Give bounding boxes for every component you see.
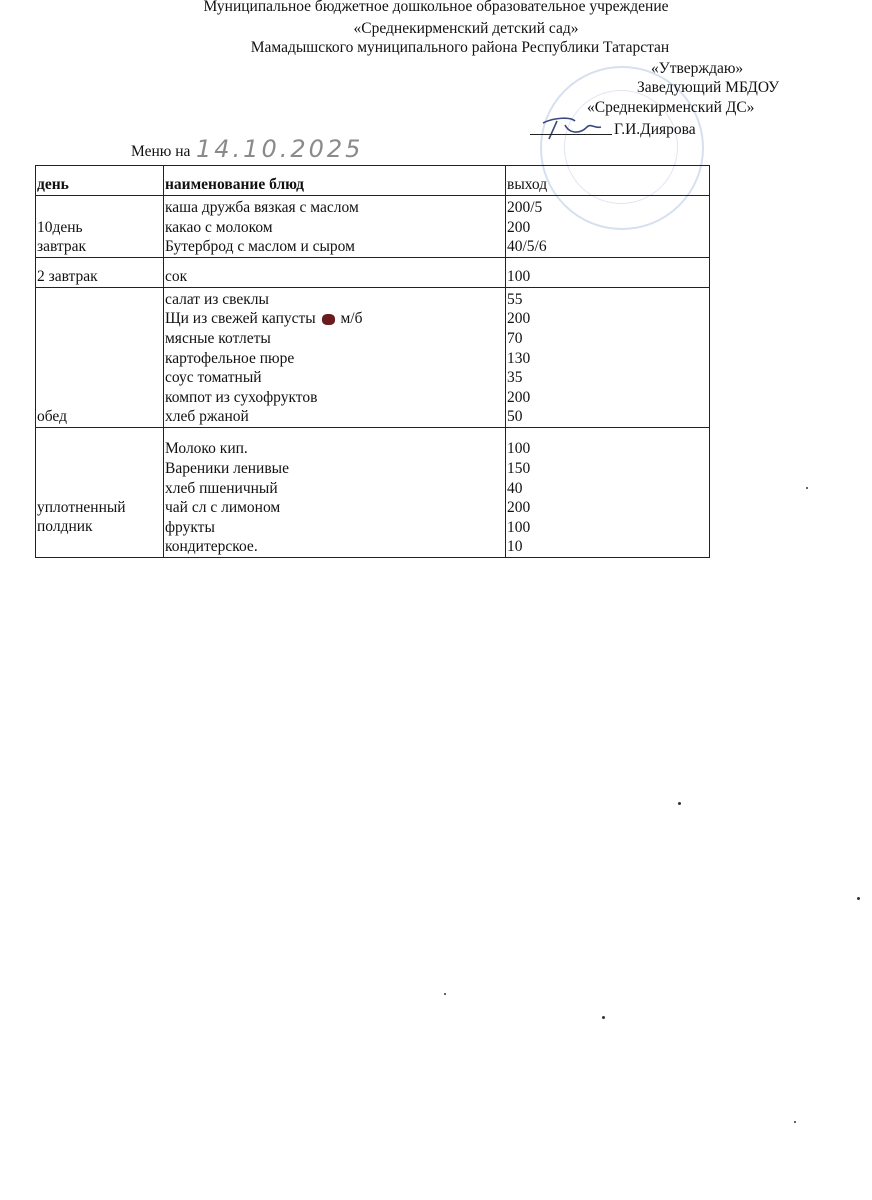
table-header-row	[36, 166, 710, 196]
scan-speck	[602, 1016, 605, 1019]
scan-speck	[444, 993, 446, 995]
yield-item: 150	[507, 460, 531, 478]
header-dishes: наименование блюд	[164, 166, 506, 196]
table-row	[36, 288, 710, 428]
org-name-line-3: Мамадышского муниципального района Республики Татарстан	[250, 39, 670, 56]
menu-date: 14.10.2025	[196, 135, 364, 163]
dish-note: м/б	[340, 310, 363, 328]
yield-item: 50	[507, 408, 523, 426]
yield-item: 100	[507, 518, 531, 536]
approval-position: Заведующий МБДОУ	[637, 79, 780, 96]
scan-speck	[806, 487, 808, 489]
scan-speck	[794, 1121, 796, 1123]
approval-approve: «Утверждаю»	[651, 60, 744, 77]
dish-item: мясные котлеты	[165, 330, 271, 348]
day-label: завтрак	[37, 238, 87, 256]
menu-table	[35, 165, 710, 558]
table-row	[36, 258, 710, 288]
yield-item: 200	[507, 388, 531, 406]
yield-item: 40	[507, 479, 523, 497]
dish-item: сок	[165, 268, 188, 286]
ink-blot	[322, 314, 335, 325]
yield-cell	[506, 428, 710, 558]
day-label: обед	[37, 408, 67, 426]
dish-item	[165, 309, 505, 329]
yield-item: 200/5	[507, 199, 543, 217]
yield-item: 35	[507, 369, 523, 387]
yield-item: 100	[507, 440, 531, 458]
signature-mark	[535, 113, 615, 145]
yield-cell	[506, 288, 710, 428]
dish-item: чай сл с лимоном	[165, 499, 281, 517]
yield-cell	[506, 196, 710, 258]
day-cell	[36, 258, 164, 288]
yield-item: 200	[507, 218, 531, 236]
signature-line	[530, 134, 612, 135]
scan-speck	[678, 802, 681, 805]
yield-item: 200	[507, 499, 531, 517]
dish-item: какао с молоком	[165, 218, 273, 236]
dish-item: компот из сухофруктов	[165, 388, 318, 406]
dish-item: соус томатный	[165, 369, 262, 387]
day-label: уплотненный	[37, 498, 126, 516]
menu-label: Меню на	[131, 143, 191, 160]
header-yield: выход	[506, 166, 710, 196]
dish-item: Молоко кип.	[165, 440, 248, 458]
dish-item: Вареники ленивые	[165, 460, 289, 478]
dish-item: салат из свеклы	[165, 290, 269, 308]
header-day: день	[36, 166, 164, 196]
day-cell	[36, 196, 164, 258]
yield-item: 130	[507, 349, 531, 367]
approval-name: Г.И.Диярова	[614, 121, 696, 138]
yield-item: 10	[507, 538, 523, 556]
dishes-cell	[164, 196, 506, 258]
dish-item: картофельное пюре	[165, 349, 295, 367]
day-cell	[36, 288, 164, 428]
dish-text: Щи из свежей капусты	[165, 310, 316, 328]
yield-item: 200	[507, 310, 531, 328]
yield-cell	[506, 258, 710, 288]
table-row	[36, 428, 710, 558]
yield-item: 55	[507, 290, 523, 308]
dish-item: фрукты	[165, 518, 215, 536]
table-row	[36, 196, 710, 258]
dishes-cell	[164, 428, 506, 558]
dishes-cell	[164, 288, 506, 428]
day-cell	[36, 428, 164, 558]
dishes-cell	[164, 258, 506, 288]
yield-item: 70	[507, 330, 523, 348]
day-label: 10день	[37, 218, 83, 236]
dish-item: каша дружба вязкая с маслом	[165, 199, 359, 217]
yield-item: 100	[507, 268, 531, 286]
dish-item: хлеб пшеничный	[165, 479, 278, 497]
day-label: 2 завтрак	[37, 268, 98, 286]
day-label: полдник	[37, 518, 93, 536]
dish-item: Бутерброд с маслом и сыром	[165, 238, 355, 256]
dish-item: кондитерское.	[165, 538, 258, 556]
approval-org: «Среднекирменский ДС»	[587, 99, 755, 116]
org-name-line-1: Муниципальное бюджетное дошкольное образовательное учреждение	[203, 0, 669, 15]
yield-item: 40/5/6	[507, 238, 547, 256]
org-name-line-2: «Среднекирменский детский сад»	[353, 20, 579, 37]
scan-speck	[857, 897, 860, 900]
dish-item: хлеб ржаной	[165, 408, 249, 426]
